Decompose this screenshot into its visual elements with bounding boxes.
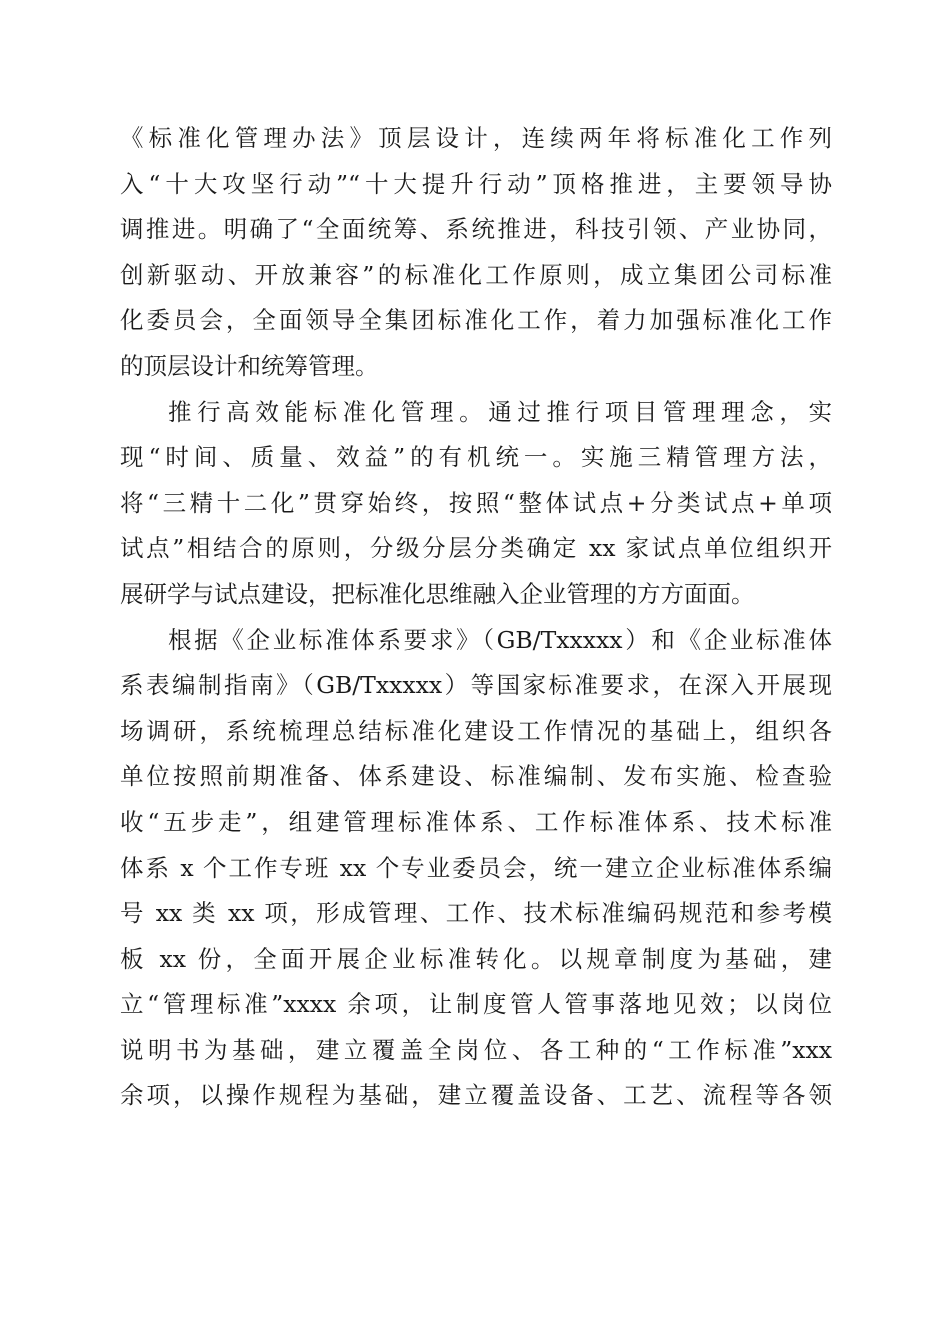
- paragraph-1-line-6: 的顶层设计和统筹管理。: [120, 351, 379, 380]
- paragraph-3-line-9: 立“管理标准”xxxx 余项，让制度管人管事落地见效；以岗位: [120, 990, 832, 1019]
- paragraph-3-line-11: 余项，以操作规程为基础，建立覆盖设备、工艺、流程等各领: [120, 1081, 832, 1110]
- paragraph-1-line-5: 化委员会，全面领导全集团标准化工作，着力加强标准化工作: [120, 306, 832, 335]
- paragraph-2-line-4: 试点”相结合的原则，分级分层分类确定 xx 家试点单位组织开: [120, 534, 832, 563]
- document-body: [120, 116, 832, 1119]
- paragraph-3-line-2: 系表编制指南》（GB/Txxxxx）等国家标准要求，在深入开展现: [120, 671, 832, 700]
- paragraph-3-line-3: 场调研，系统梳理总结标准化建设工作情况的基础上，组织各: [120, 716, 832, 745]
- paragraph-1-line-4: 创新驱动、开放兼容”的标准化工作原则，成立集团公司标准: [120, 260, 832, 289]
- paragraph-1-line-2: 入“十大攻坚行动”“十大提升行动”顶格推进，主要领导协: [120, 169, 832, 198]
- paragraph-2-line-5: 展研学与试点建设，把标准化思维融入企业管理的方方面面。: [120, 579, 755, 608]
- paragraph-3-line-8: 板 xx 份，全面开展企业标准转化。以规章制度为基础，建: [120, 944, 832, 973]
- paragraph-2-line-2: 现“时间、质量、效益”的有机统一。实施三精管理方法，: [120, 443, 832, 472]
- paragraph-1-line-3: 调推进。明确了“全面统筹、系统推进，科技引领、产业协同，: [120, 215, 832, 244]
- paragraph-2-line-1: 推行高效能标准化管理。通过推行项目管理理念，实: [168, 397, 832, 426]
- paragraph-3-line-10: 说明书为基础，建立覆盖全岗位、各工种的“工作标准”xxx: [120, 1035, 832, 1064]
- paragraph-3-line-1: 根据《企业标准体系要求》（GB/Txxxxx）和《企业标准体: [168, 625, 832, 654]
- paragraph-3-line-5: 收“五步走”，组建管理标准体系、工作标准体系、技术标准: [120, 807, 832, 836]
- paragraph-1-line-1: 《标准化管理办法》顶层设计，连续两年将标准化工作列: [120, 124, 832, 152]
- paragraph-3-line-4: 单位按照前期准备、体系建设、标准编制、发布实施、检查验: [120, 762, 832, 791]
- paragraph-3-line-7: 号 xx 类 xx 项，形成管理、工作、技术标准编码规范和参考模: [120, 899, 832, 928]
- paragraph-3-line-6: 体系 x 个工作专班 xx 个专业委员会，统一建立企业标准体系编: [120, 853, 832, 882]
- paragraph-2-line-3: 将“三精十二化”贯穿始终，按照“整体试点+分类试点+单项: [120, 488, 832, 517]
